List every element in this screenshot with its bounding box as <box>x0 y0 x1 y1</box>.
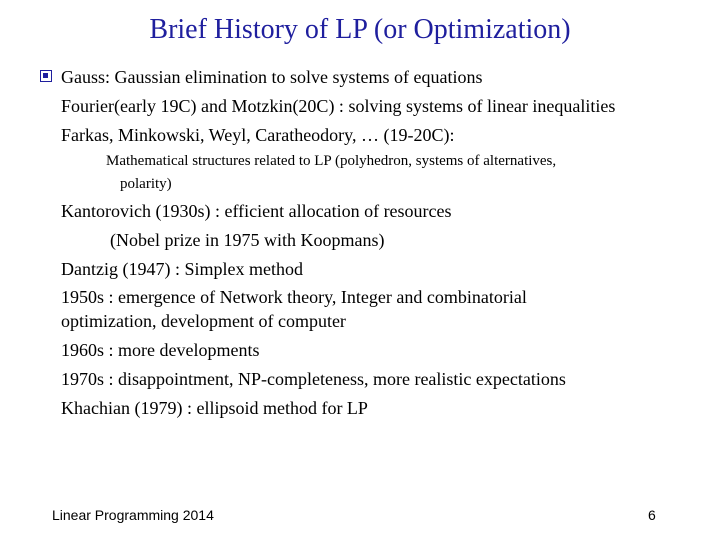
history-line: Khachian (1979) : ellipsoid method for LP <box>61 398 368 418</box>
footer-course: Linear Programming 2014 <box>52 507 214 523</box>
history-line: Fourier(early 19C) and Motzkin(20C) : solving systems of linear inequalities <box>61 96 616 116</box>
history-line: Gauss: Gaussian elimination to solve systems of equations <box>61 67 483 87</box>
history-line: 1960s : more developments <box>61 340 260 360</box>
page-number: 6 <box>648 507 656 523</box>
square-bullet-icon <box>40 70 52 82</box>
history-subline: polarity) <box>120 176 172 192</box>
history-subline: Mathematical structures related to LP (polyhedron, systems of alternatives, <box>106 153 557 169</box>
history-line: 1970s : disappointment, NP-completeness, more realistic expectations <box>61 369 566 389</box>
history-line: optimization, development of computer <box>61 311 346 331</box>
history-line: Dantzig (1947) : Simplex method <box>61 259 303 279</box>
history-line: 1950s : emergence of Network theory, Integer and combinatorial <box>61 287 527 307</box>
slide-title: Brief History of LP (or Optimization) <box>149 14 571 45</box>
history-line: Farkas, Minkowski, Weyl, Caratheodory, … (19-20C): <box>61 125 455 145</box>
history-line: (Nobel prize in 1975 with Koopmans) <box>110 230 385 250</box>
history-line: Kantorovich (1930s) : efficient allocation of resources <box>61 201 452 221</box>
